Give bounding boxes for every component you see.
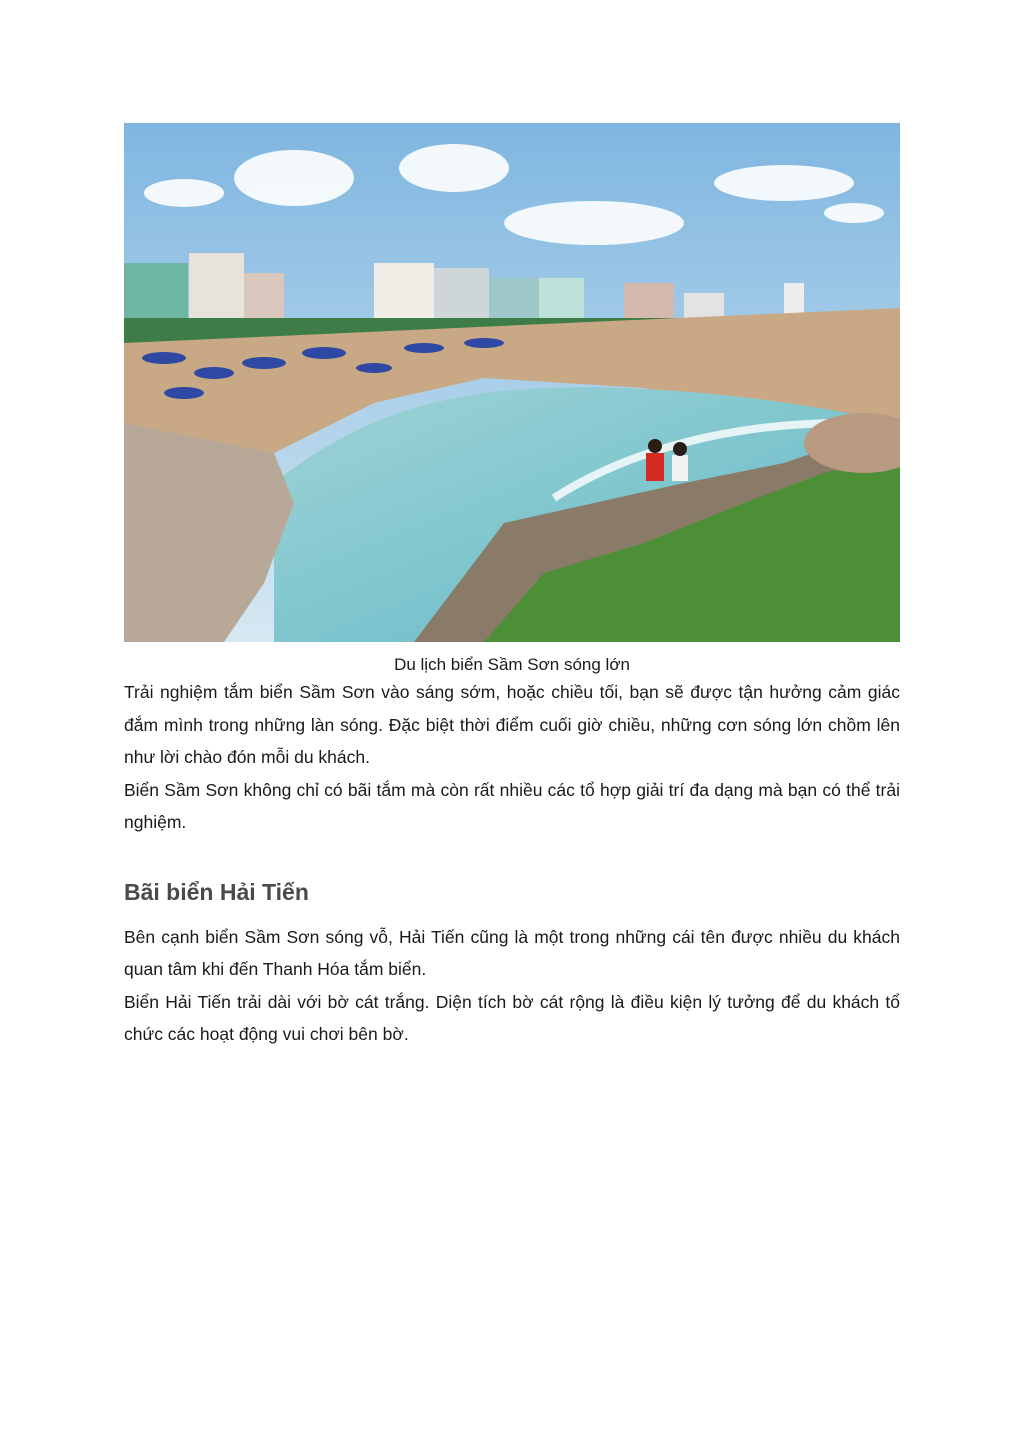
paragraph: Biển Hải Tiến trải dài với bờ cát trắng. Diện tích bờ cát rộng là điều kiện lý tưởng để du khách tổ chức các hoạt động vui chơi bên bờ. [124,991,900,1044]
paragraph: Bên cạnh biển Sầm Sơn sóng vỗ, Hải Tiến cũng là một trong những cái tên được nhiều du khách quan tâm khi đến Thanh Hóa tắm biển. [124,926,900,979]
paragraph: Trải nghiệm tắm biển Sầm Sơn vào sáng sớm, hoặc chiều tối, bạn sẽ được tận hưởng cảm giác đắm mình trong những làn sóng. Đặc biệt thời điểm cuối giờ chiều, những cơn sóng lớn chồm lên như lời chào đón mỗi du khách. [124,682,900,767]
paragraph: Biển Sầm Sơn không chỉ có bãi tắm mà còn rất nhiều các tổ hợp giải trí đa dạng mà bạn có thể trải nghiệm. [124,779,900,832]
document-page [124,123,900,1051]
section-heading: Bãi biển Hải Tiến [124,878,309,905]
beach-photo [124,123,900,642]
figure-caption: Du lịch biển Sầm Sơn sóng lớn [394,655,630,674]
